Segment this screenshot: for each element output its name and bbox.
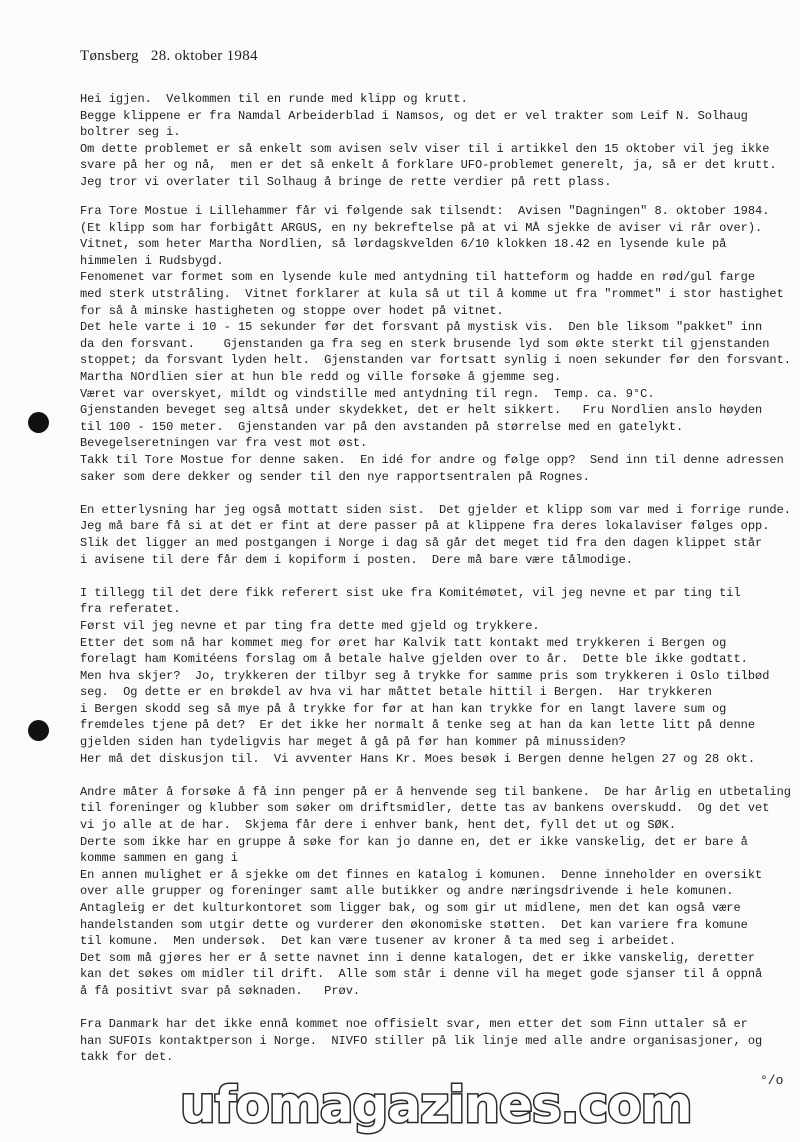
text-line: takk for det. — [80, 1050, 174, 1065]
text-line: Først vil jeg nevne et par ting fra dette med gjeld og trykkere. — [80, 618, 540, 633]
text-line: Slik det ligger an med postgangen i Norge i dag så går det meget tid fra den dagen klippet står — [80, 535, 763, 550]
text-line: til komune. Men undersøk. Det kan være tusener av kroner å ta med seg i arbeidet. — [80, 934, 677, 949]
text-line: svare på her og nå, men er det så enkelt å forklare UFO-problemet generelt, ja, så er det krutt. — [80, 158, 777, 173]
text-line: vi jo alle at de har. Skjema får dere i enhver bank, hent det, fyll det ut og SØK. — [80, 818, 677, 833]
text-line: stoppet; da forsvant lyden helt. Gjenstanden var fortsatt synlig i noen sekunder før den forsvant. — [80, 353, 791, 368]
text-line: til foreninger og klubber som søker om driftsmidler, dette tas av bankens overskudd. Og det vet — [80, 801, 770, 816]
text-line: Begge klippene er fra Namdal Arbeiderblad i Namsos, og det er vel trakter som Leif N. Solhaug — [80, 108, 748, 123]
text-line: Her må det diskusjon til. Vi avventer Hans Kr. Moes besøk i Bergen denne helgen 27 og 28 okt. — [80, 751, 756, 766]
paragraph — [80, 203, 791, 485]
paragraph — [80, 1016, 780, 1066]
text-line: Fra Danmark har det ikke ennå kommet noe offisielt svar, men etter det som Finn uttaler så er — [80, 1017, 748, 1032]
text-line: komme sammen en gang i — [80, 851, 238, 866]
watermark: ufomagazines.com — [180, 1076, 692, 1134]
text-line: Martha NOrdlien sier at hun ble redd og ville forsøke å gjemme seg. — [80, 370, 562, 384]
text-line: Jeg tror vi overlater til Solhaug å bringe de rette verdier på rett plass. — [80, 174, 612, 189]
text-line: Men hva skjer? Jo, trykkeren der tilbyr seg å trykke for samme pris som trykkeren i Oslo tilbød — [80, 668, 770, 683]
text-line: Andre måter å forsøke å få inn penger på er å henvende seg til bankene. De har årlig en utbetaling — [80, 784, 791, 799]
text-line: Bevegelseretningen var fra vest mot øst. — [80, 436, 368, 451]
text-line: Gjenstanden beveget seg altså under skydekket, det er helt sikkert. Fru Nordlien anslo høyden — [80, 403, 763, 418]
text-line: Etter det som nå har kommet meg for øret har Kalvik tatt kontakt med trykkeren i Bergen og — [80, 635, 727, 650]
text-line: boltrer seg i. — [80, 125, 181, 140]
text-line: I tillegg til det dere fikk referert sist uke fra Komitémøtet, vil jeg nevne et par ting til — [80, 585, 741, 600]
paragraph — [80, 502, 791, 568]
punch-hole-bottom — [28, 720, 49, 741]
text-line: Det som må gjøres her er å sette navnet inn i denne katalogen, det er ikke vanskelig, deretter — [80, 950, 756, 965]
text-line: Antagleig er det kulturkontoret som ligger bak, og som gir ut midlene, men det kan også være — [80, 901, 741, 915]
paragraph — [80, 784, 791, 1000]
text-line: Takk til Tore Mostue for denne saken. En idé for andre og følge opp? Send inn til denne adressen — [80, 452, 784, 467]
paragraph — [80, 585, 780, 768]
text-line: Om dette problemet er så enkelt som avisen selv viser til i artikkel den 15 oktober vil jeg ikke — [80, 141, 770, 156]
text-line: Fenomenet var formet som en lysende kule med antydning til hatteform og hadde en rød/gul farge — [80, 270, 756, 285]
text-line: seg. Og dette er en brøkdel av hva vi har måttet betale hittil i Bergen. Har trykkeren — [80, 685, 712, 700]
text-line: En annen mulighet er å sjekke om det finnes en katalog i komunen. Denne inneholder en oversikt — [80, 867, 763, 882]
text-line: over alle grupper og foreninger samt alle butikker og andre næringsdrivende i hele komunen. — [80, 884, 734, 899]
text-line: Derte som ikke har en gruppe å søke for kan jo danne en, det er ikke vanskelig, det er bare å — [80, 834, 748, 849]
text-line: Hei igjen. Velkommen til en runde med klipp og krutt. — [80, 92, 468, 106]
text-line: Fra Tore Mostue i Lillehammer får vi følgende sak tilsendt: Avisen "Dagningen" 8. oktober 1984. — [80, 204, 770, 219]
continuation-marker: °/o — [760, 1073, 784, 1088]
text-line: med sterk utstråling. Vitnet forklarer at kula så ut til å komme ut fra "rommet" i stor hastighet — [80, 287, 784, 302]
text-line: for så å minske hastigheten og stoppe over hodet på vitnet. — [80, 303, 504, 318]
text-line: til 100 - 150 meter. Gjenstanden var på den avstanden på størrelse med en gatelykt. — [80, 419, 684, 434]
text-line: da den forsvant. Gjenstanden ga fra seg en sterk brusende lyd som økte sterkt til gjenstanden — [80, 336, 770, 351]
text-line: kan det søkes om midler til drift. Alle som står i denne vil ha meget gode sjanser til å oppnå — [80, 967, 763, 982]
text-line: saker som dere dekker og sender til den nye rapportsentralen på Rognes. — [80, 469, 590, 484]
text-line: himmelen i Rudsbygd. — [80, 253, 224, 268]
text-line: Vitnet, som heter Martha Nordlien, så lørdagskvelden 6/10 klokken 18.42 en lysende kule på — [80, 237, 727, 252]
punch-hole-top — [28, 412, 49, 433]
text-line: i Bergen skodd seg så mye på å trykke for før at han kan trykke for en langt lavere sum og — [80, 701, 727, 716]
letter-heading: Tønsberg 28. oktober 1984 — [80, 48, 258, 64]
text-line: handelstanden som utgir dette og vurderer den økonomiske støtten. Det kan variere fra komune — [80, 917, 748, 932]
text-line: å få positivt svar på søknaden. Prøv. — [80, 983, 361, 998]
text-line: gjelden siden han tydeligvis har meget å gå på før han kommer på minussiden? — [80, 735, 626, 750]
text-line: Været var overskyet, mildt og vindstille med antydning til regn. Temp. ca. 9°C. — [80, 386, 655, 401]
text-line: Det hele varte i 10 - 15 sekunder før det forsvant på mystisk vis. Den ble liksom "pakket" inn — [80, 320, 763, 335]
text-line: (Et klipp som har forbigått ARGUS, en ny bekreftelse på at vi MÅ sjekke de aviser vi rår over). — [80, 220, 763, 235]
text-line: forelagt ham Komitéens forslag om å betale halve gjelden over to år. Dette ble ikke godtatt. — [80, 652, 748, 667]
paragraph — [80, 91, 780, 191]
text-line: fremdeles tjene på det? Er det ikke her normalt å tenke seg at han da kan lette litt på denne — [80, 718, 756, 733]
text-line: i avisene til dere får dem i kopiform i posten. Dere må bare være tålmodige. — [80, 552, 633, 567]
text-line: Jeg må bare få si at det er fint at dere passer på at klippene fra deres lokalaviser følges opp. — [80, 519, 770, 534]
letter-body — [80, 91, 791, 1083]
text-line: fra referatet. — [80, 602, 181, 617]
text-line: han SUFOIs kontaktperson i Norge. NIVFO stiller på lik linje med alle andre organisasjoner, og — [80, 1033, 763, 1048]
text-line: En etterlysning har jeg også mottatt siden sist. Det gjelder et klipp som var med i forrige runde. — [80, 502, 791, 517]
